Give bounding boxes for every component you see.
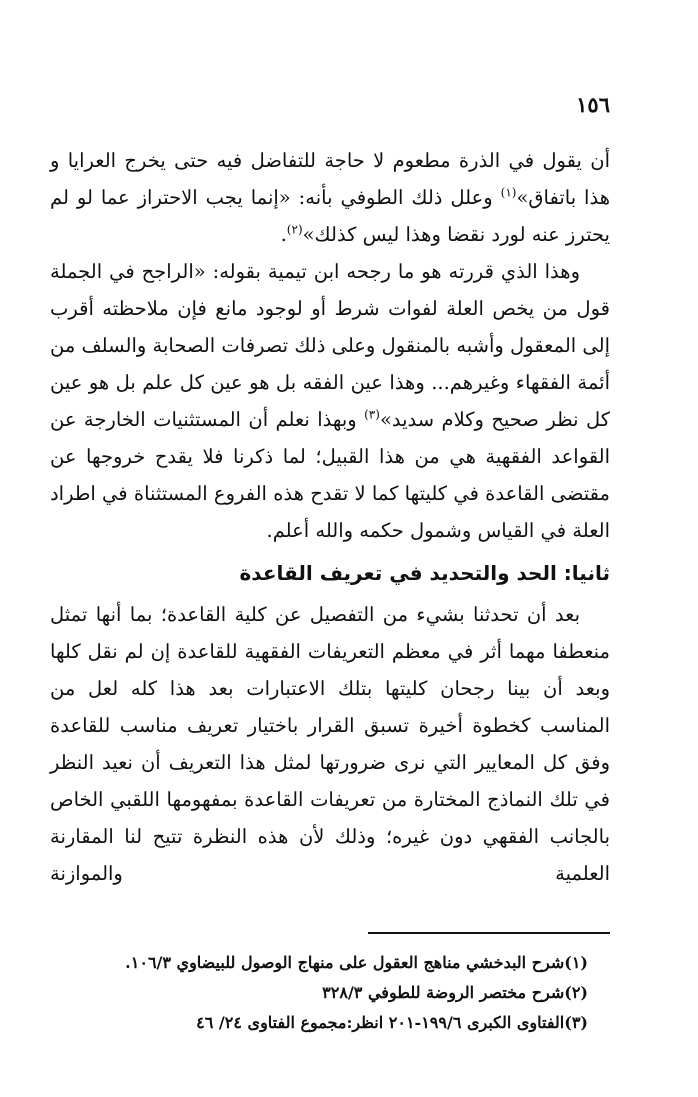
footnote-1: (١)شرح البدخشي مناهج العقول على منهاج الوصول للبيضاوي ١٠٦/٣. xyxy=(125,953,588,972)
footnote-3: (٣)الفتاوى الكبرى ١٩٩/٦-٢٠١ انظر:مجموع الفتاوى ٢٤/ ٤٦ xyxy=(196,1013,588,1032)
section-heading: ثانيا: الحد والتحديد في تعريف القاعدة xyxy=(239,561,610,585)
paragraph-1-text-c: . xyxy=(280,223,287,246)
footnote-divider xyxy=(368,932,610,934)
body-text xyxy=(50,142,610,892)
footnote-2: (٢)شرح مختصر الروضة للطوفي ٣٢٨/٣ xyxy=(322,983,588,1002)
paragraph-2 xyxy=(50,253,610,549)
footnote-ref-1[interactable]: (١) xyxy=(500,185,517,200)
paragraph-1-text-b: وعلل ذلك الطوفي بأنه: «إنما يجب الاحتراز عما لو لم يحترز عنه لورد نقضا وهذا ليس كذلك» xyxy=(50,186,610,246)
footnote-ref-3[interactable]: (٣) xyxy=(364,407,380,422)
footnote-ref-2[interactable]: (٢) xyxy=(286,222,303,237)
paragraph-1 xyxy=(50,142,610,253)
paragraph-2-text-a: وهذا الذي قررته هو ما رجحه ابن تيمية بقوله: «الراجح في الجملة قول من يخص العلة لفوات شرط أو لوجود مانع فإن ملاحظته أقرب إلى المعقول وأشبه بالمنقول وعلى ذلك تصرفات الصحابة والسلف من أئمة الفقهاء وغيرهم... وهذا عين الفقه بل هو عين كل علم بل هو عين كل نظر صحيح وكلام سديد» xyxy=(50,260,610,431)
paragraph-3: بعد أن تحدثنا بشيء من التفصيل عن كلية القاعدة؛ بما أنها تمثل منعطفا مهما أثر في معظم التعريفات الفقهية للقاعدة إن لم نقل كلها وبعد أن بينا رجحان كليتها بتلك الاعتبارات بعد هذا كله لعل من المناسب كخطوة أخيرة تسبق القرار باختيار تعريف مناسب للقاعدة وفق كل المعايير التي نرى ضرورتها لمثل هذا التعريف أن نعيد النظر في تلك النماذج المختارة من تعريفات القاعدة بمفهومها اللقبي الخاص بالجانب الفقهي دون غيره؛ وذلك لأن هذه النظرة تتيح لنا المقارنة العلمية والموازنة xyxy=(50,603,610,885)
footnotes xyxy=(68,948,588,1038)
paragraph-2-text-b: وبهذا نعلم أن المستثنيات الخارجة عن القواعد الفقهية هي من هذا القبيل؛ لما ذكرنا فلا يقدح خروجها عن مقتضى القاعدة في كليتها كما لا تقدح هذه الفروع المستثناة في اطراد العلة في القياس وشمول حكمه والله أعلم. xyxy=(50,408,610,542)
paragraph-1-text-a: أن يقول في الذرة مطعوم لا حاجة للتفاضل فيه حتى يخرج العرايا و هذا باتفاق» xyxy=(50,149,610,209)
page-number: ١٥٦ xyxy=(576,92,610,117)
